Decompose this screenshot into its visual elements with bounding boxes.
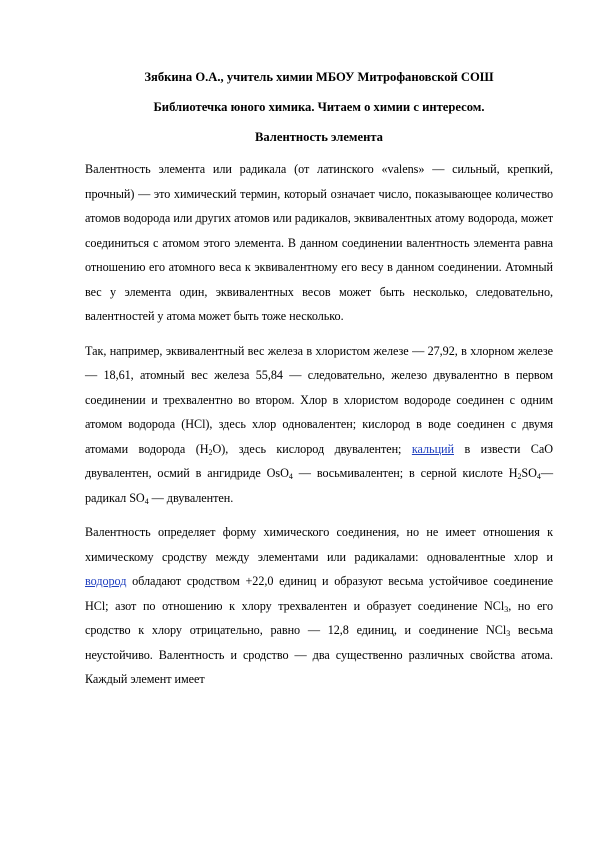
subscript: 2 (208, 447, 213, 457)
text-segment: в извести CaO двувалентен, осмий в ангидриде OsO (85, 441, 553, 480)
subscript: 4 (536, 472, 541, 481)
subscript: 4 (288, 472, 293, 481)
text-segment: , но его сродство к хлору отрицательно, равно — 12,8 единиц, и соединение NCl (85, 598, 553, 637)
text-segment: весьма неустойчиво. Валентность и сродство — два существенно различных свойства атома. Каждый элемент имеет (85, 623, 554, 686)
text-segment: Так, например, эквивалентный вес железа в хлористом железе — 27,92, в хлорном железе — 18,61, атомный вес железа 55,84 — следовательно, железо двувалентно в первом соединении и трехвалентно во втором. Хлор в хлористом водороде соединен с одним атомом водорода (HCl), здесь хлор одновалентен; кислород в воде соединен с двумя атомами водорода (H (85, 343, 553, 456)
text-segment: — восьмивалентен; в серной кислоте H (292, 466, 518, 480)
link-calcium[interactable]: кальций (411, 441, 454, 456)
page-title: Валентность элемента (255, 130, 383, 144)
series-title: Библиотечка юного химика. Читаем о химии с интересом. (153, 100, 485, 114)
paragraph-definition: Валентность элемента или радикала (от латинского «valens» — сильный, крепкий, прочный) — это химический термин, который означает число, показывающее количество атомов водорода или других атомов или радикалов, эквивалентных атому водорода, может соединиться с атомом этого элемента. В данном соединении валентность элемента равна отношению его атомного веса к эквивалентному его весу в данном соединении. Атомный вес у элемента один, эквивалентных весов может быть несколько, следовательно, валентностей у атома может быть тоже несколько. (85, 162, 553, 323)
subscript: 2 (517, 472, 522, 481)
subscript: 3 (506, 629, 511, 638)
text-segment: O), здесь кислород двувалентен; (212, 441, 412, 456)
subscript: 4 (144, 496, 149, 506)
author-line: Зябкина О.А., учитель химии МБОУ Митрофановской СОШ (144, 70, 494, 84)
text-segment: SO (521, 466, 537, 480)
text-segment: обладают сродством +22,0 единиц и образуют весьма устойчивое соединение HCl; азот по отношению к хлору трехвалентен и образует соединение NCl (85, 574, 553, 613)
paragraph-examples (85, 339, 553, 511)
text-segment: — двувалентен. (148, 490, 234, 505)
paragraph-valence-affinity (85, 520, 553, 692)
text-segment: Валентность определяет форму химического соединения, но не имеет отношения к химическому сродству между элементами или радикалами: одновалентные хлор и (85, 525, 553, 564)
text-segment: — радикал SO (85, 466, 553, 505)
subscript: 3 (504, 604, 509, 614)
link-hydrogen[interactable]: водород (85, 574, 127, 588)
